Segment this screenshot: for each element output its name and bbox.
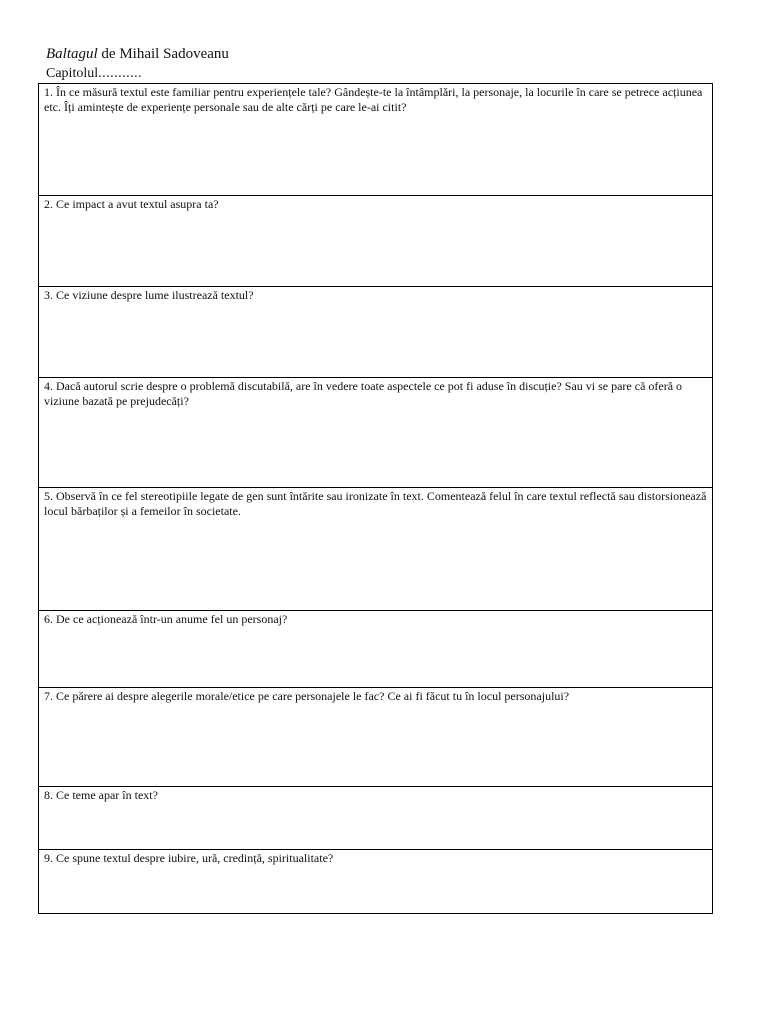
question-7: 7. Ce părere ai despre alegerile morale/etice pe care personajele le fac? Ce ai fi făcut tu în locul personajului? [44, 689, 570, 703]
question-9: 9. Ce spune textul despre iubire, ură, credință, spiritualitate? [44, 851, 334, 865]
question-3: 3. Ce viziune despre lume ilustrează textul? [44, 288, 254, 302]
answer-box-7[interactable] [39, 688, 713, 787]
question-row-8 [39, 787, 713, 850]
book-title: Baltagul [46, 46, 98, 62]
answer-box-4[interactable] [39, 378, 713, 488]
answer-box-2[interactable] [39, 196, 713, 287]
chapter-label: Capitolul [46, 66, 99, 81]
question-row-2 [39, 196, 713, 287]
question-8: 8. Ce teme apar în text? [44, 788, 158, 802]
question-row-6 [39, 611, 713, 688]
question-row-3 [39, 287, 713, 378]
title-line [46, 45, 229, 64]
answer-box-5[interactable] [39, 488, 713, 611]
questions-table [38, 83, 713, 914]
answer-box-3[interactable] [39, 287, 713, 378]
answer-box-9[interactable] [39, 850, 713, 914]
question-row-7 [39, 688, 713, 787]
question-row-1 [39, 84, 713, 196]
question-2: 2. Ce impact a avut textul asupra ta? [44, 197, 219, 211]
author-text: de Mihail Sadoveanu [97, 46, 229, 62]
answer-box-1[interactable] [39, 84, 713, 196]
question-row-9 [39, 850, 713, 914]
question-1: 1. În ce măsură textul este familiar pentru experiențele tale? Gândește-te la întâmplări, la personaje, la locurile în care se petrece acțiunea etc. Îți amintește de experiențe personale sau de alte cărți pe care le-ai citit? [44, 85, 703, 114]
question-row-5 [39, 488, 713, 611]
question-row-4 [39, 378, 713, 488]
chapter-line [46, 64, 229, 83]
question-6: 6. De ce acționează într-un anume fel un personaj? [44, 612, 288, 626]
answer-box-8[interactable] [39, 787, 713, 850]
chapter-blank: ........... [98, 66, 143, 81]
document-header [46, 45, 229, 83]
question-4: 4. Dacă autorul scrie despre o problemă discutabilă, are în vedere toate aspectele ce pot fi aduse în discuție? Sau vi se pare că oferă o viziune bazată pe prejudecăți? [44, 379, 683, 408]
answer-box-6[interactable] [39, 611, 713, 688]
question-5: 5. Observă în ce fel stereotipiile legate de gen sunt întărite sau ironizate în text. Comentează felul în care textul reflectă sau distorsionează locul bărbaților și a femeilor în societate. [44, 489, 707, 518]
